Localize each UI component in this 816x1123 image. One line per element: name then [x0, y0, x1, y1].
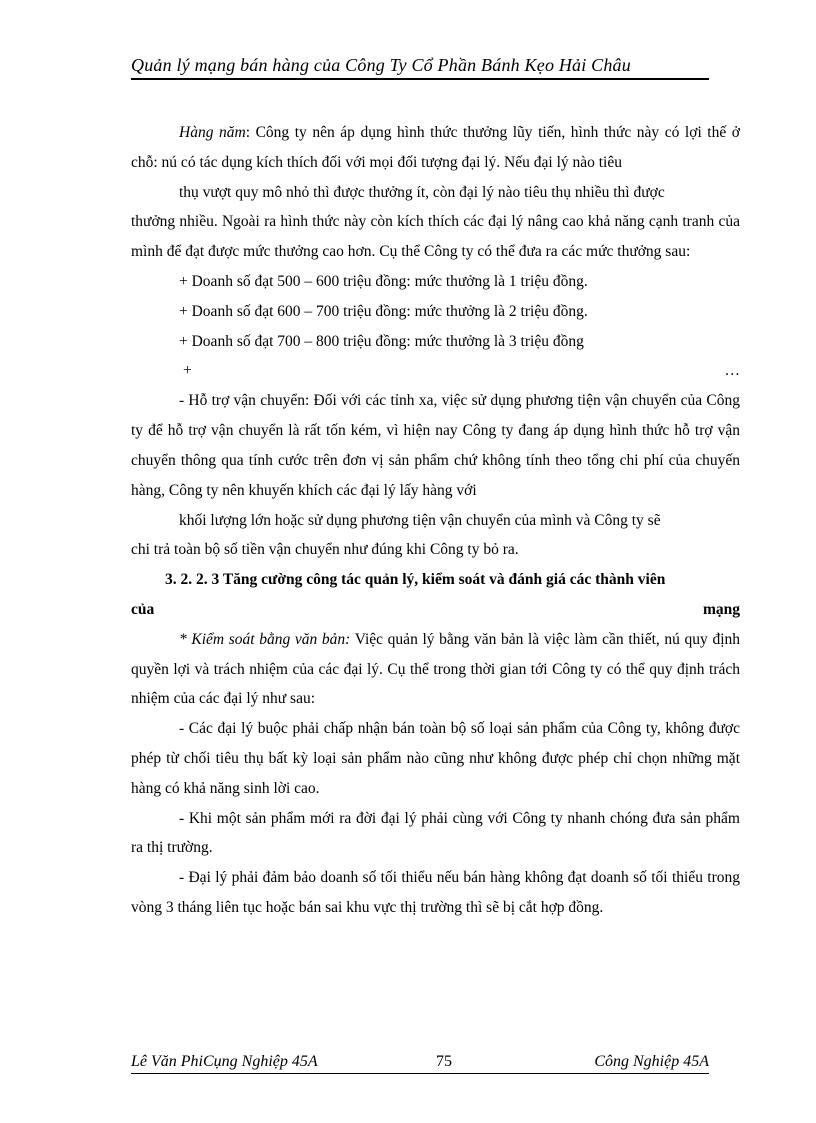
paragraph-transport: - Hỗ trợ vận chuyển: Đối với các tỉnh xa, việc sử dụng phương tiện vận chuyển của Công ty để hỗ trợ vận chuyển là rất tốn kém, vì hiện nay Công ty đang áp dụng hình thức hỗ trợ vận chuyển thông qua tính cước trên đơn vị sản phẩm chứ không tính theo tổng chi phí của chuyến hàng, Công ty nên khuyến khích các đại lý lấy hàng với: [131, 392, 740, 499]
page-footer: [131, 1049, 709, 1074]
section-heading-line2: [131, 595, 740, 625]
paragraph-reward-cont: thụ vượt quy mô nhỏ thì được thưởng ít, còn đại lý nào tiêu thụ nhiều thì được: [179, 183, 665, 201]
paragraph-transport-cont: khối lượng lớn hoặc sử dụng phương tiện vận chuyển của mình và Công ty sẽ: [179, 511, 661, 529]
reward-label: Hàng năm: [179, 124, 246, 141]
paragraph-transport-end: chi trả toàn bộ số tiền vận chuyển như đúng khi Công ty bỏ ra.: [131, 541, 519, 559]
heading-word-right: mạng: [702, 600, 740, 618]
page-header: [131, 50, 709, 80]
control-text: Việc quản lý bằng văn bản là việc làm cần thiết, nú quy định quyền lợi và trách nhiệm của các đại lý. Cụ thể trong thời gian tới Công ty có thể quy định trách nhiệm của các đại lý như sau:: [131, 630, 741, 708]
paragraph-reward-end: thưởng nhiều. Ngoài ra hình thức này còn kích thích các đại lý nâng cao khả năng cạnh tranh của mình để đạt được mức thưởng cao hơn. Cụ thể Công ty có thể đưa ra các mức thưởng sau:: [131, 213, 740, 261]
page-number: 75: [436, 1053, 452, 1070]
document-body: [131, 118, 740, 923]
reward-level-3: + Doanh số đạt 700 – 800 triệu đồng: mức thưởng là 3 triệu đồng: [179, 332, 584, 350]
control-label: * Kiểm soát bằng văn bản:: [179, 630, 351, 648]
paragraph-duty-2: - Khi một sản phẩm mới ra đời đại lý phải cùng với Công ty nhanh chóng đưa sản phẩm ra thị trường.: [131, 809, 740, 857]
reward-level-more: [131, 356, 740, 386]
section-heading: 3. 2. 2. 3 Tăng cường công tác quản lý, kiểm soát và đánh giá các thành viên: [165, 571, 666, 589]
reward-level-2: + Doanh số đạt 600 – 700 triệu đồng: mức thưởng là 2 triệu đồng.: [179, 302, 588, 320]
paragraph-duty-3: - Đại lý phải đảm bảo doanh số tối thiểu nếu bán hàng không đạt doanh số tối thiểu trong vòng 3 tháng liên tục hoặc bán sai khu vực thị trường thì sẽ bị cắt hợp đồng.: [131, 869, 740, 916]
paragraph-reward: [131, 118, 740, 178]
reward-level-1: + Doanh số đạt 500 – 600 triệu đồng: mức thưởng là 1 triệu đồng.: [179, 272, 588, 290]
paragraph-duty-1: - Các đại lý buộc phải chấp nhận bán toàn bộ số loại sản phẩm của Công ty, không được phép từ chối tiêu thụ bất kỳ loại sản phẩm nào cũng như không được phép chỉ chọn những mặt hàng có khả năng sinh lời cao.: [131, 720, 740, 797]
footer-class: Công Nghiệp 45A: [594, 1053, 709, 1070]
plus-sign: +: [183, 362, 192, 380]
reward-text: : Công ty nên áp dụng hình thức thưởng lũy tiến, hình thức này có lợi thế ở chỗ: nú có tác dụng kích thích đối với mọi đối tượng đại lý. Nếu đại lý nào tiêu: [131, 124, 740, 171]
heading-word-left: của: [131, 600, 155, 618]
paragraph-control: [131, 625, 740, 714]
ellipsis: …: [724, 362, 740, 380]
footer-author: Lê Văn PhiCụng Nghiệp 45A: [131, 1053, 318, 1070]
header-title: Quản lý mạng bán hàng của Công Ty Cổ Phần Bánh Kẹo Hải Châu: [131, 55, 631, 75]
